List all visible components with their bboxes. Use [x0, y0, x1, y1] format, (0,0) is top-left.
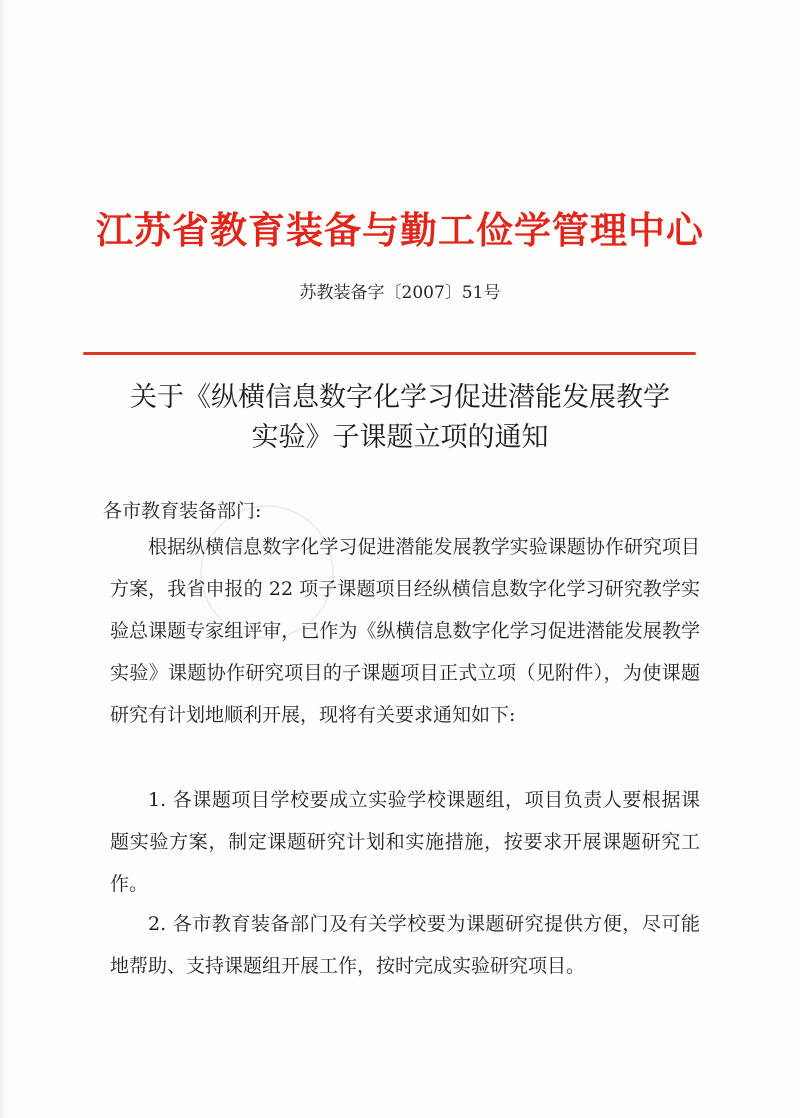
issuing-organization: 江苏省教育装备与勤工俭学管理中心: [96, 208, 704, 252]
title-line-1: 关于《纵横信息数字化学习促进潜能发展教学: [130, 382, 670, 413]
requirement-item-2: 2. 各市教育装备部门及有关学校要为课题研究提供方便，尽可能地帮助、支持课题组开展工作，按时完成实验研究项目。: [110, 913, 700, 977]
body-paragraph: 根据纵横信息数字化学习促进潜能发展教学实验课题协作研究项目方案，我省申报的 22 项子课题项目经纵横信息数字化学习研究教学实验总课题专家组评审，已作为《纵横信息数字化学习促进潜能发展教学实验》课题协作研究项目的子课题项目正式立项（见附件），为使课题研究有计划地顺利开展，现将有关要求通知如下:: [110, 536, 700, 726]
page-edge-shadow: [0, 0, 5, 1118]
document-title: [90, 378, 710, 458]
document-number: 苏教装备字〔2007〕51号: [299, 283, 501, 303]
title-line-2: 实验》子课题立项的通知: [251, 422, 549, 453]
red-divider-line: [83, 352, 696, 355]
addressee: 各市教育装备部门:: [103, 500, 262, 522]
requirement-item-1: 1. 各课题项目学校要成立实验学校课题组，项目负责人要根据课题实验方案，制定课题研究计划和实施措施，按要求开展课题研究工作。: [110, 789, 700, 895]
